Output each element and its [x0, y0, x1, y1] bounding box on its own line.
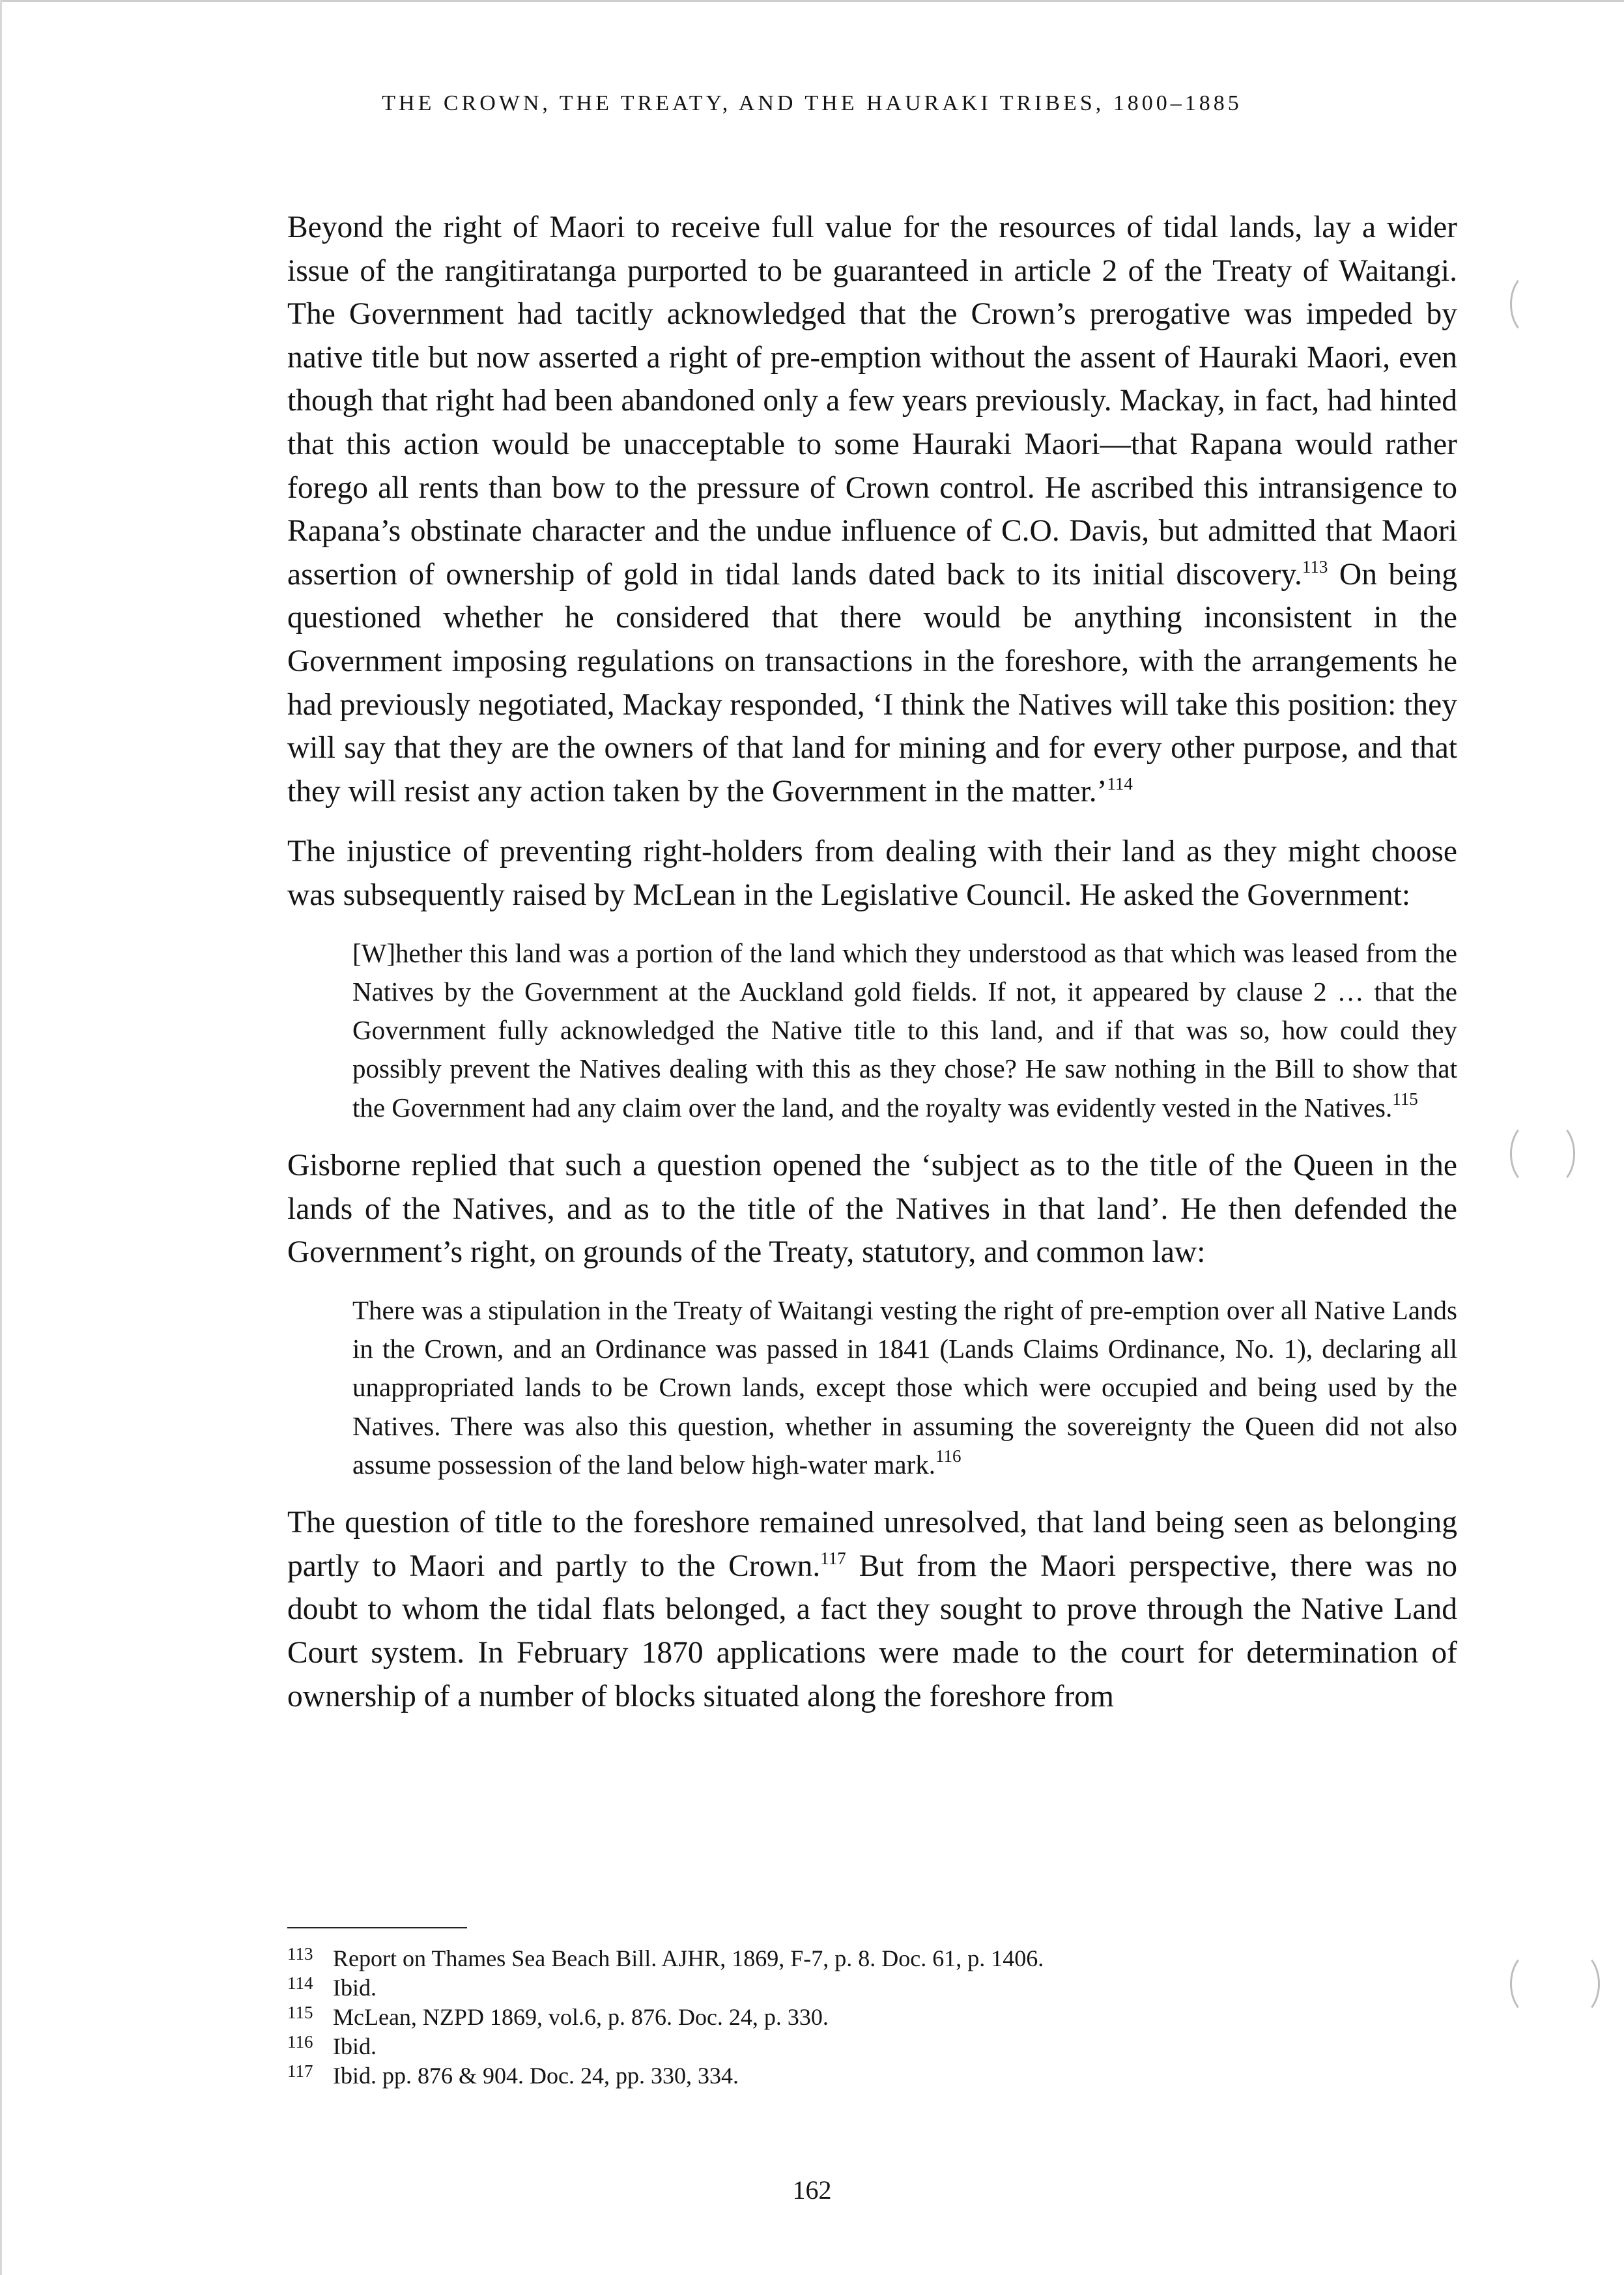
footnote: [287, 1941, 1457, 1971]
block-quote-2: [352, 1291, 1457, 1484]
paragraph-4: [287, 1501, 1457, 1718]
footnote-rule: [287, 1927, 467, 1928]
paragraph-1-text-a: Beyond the right of Maori to receive full value for the resources of tidal lands, lay a wider issue of the rangitiratanga purported to be guaranteed in article 2 of the Treaty of Waitangi. The Government had tacitly acknowledged that the Crown’s prerogative was impeded by native title but now asserted a right of pre-emption without the assent of Hauraki Maori, even though that right had been abandoned only a few years previously. Mackay, in fact, had hinted that this action would be unacceptable to some Hauraki Maori—that Rapana would rather forego all rents than bow to the pressure of Crown control. He ascribed this intransigence to Rapana’s obstinate character and the undue influence of C.O. Davis, but admitted that Maori assertion of ownership of gold in tidal lands dated back to its initial discovery.: [287, 210, 1457, 592]
footnote: [287, 1971, 1457, 2000]
footnote-text: McLean, NZPD 1869, vol.6, p. 876. Doc. 24, p. 330.: [333, 2004, 829, 2030]
binding-hole-mark: [1510, 272, 1553, 336]
footnote: [287, 2059, 1457, 2088]
footnote-ref-113: 113: [1302, 556, 1328, 577]
paragraph-4-text-a: The question of title to the foreshore remained unresolved, that land being seen as belonging partly to Maori and partly to the Crown.: [287, 1506, 1457, 1583]
footnote-ref-117: 117: [820, 1548, 846, 1568]
footnote: [287, 2029, 1457, 2059]
footnote-text: Ibid.: [333, 1975, 377, 2001]
paragraph-1: [287, 206, 1457, 813]
scan-edge-top: [0, 0, 1624, 2]
footnote-text: Ibid. pp. 876 & 904. Doc. 24, pp. 330, 334.: [333, 2063, 739, 2089]
footnote-number: 115: [287, 2003, 313, 2022]
paragraph-3: Gisborne replied that such a question opened the ‘subject as to the title of the Queen in the lands of the Natives, and as to the title of the Natives in that land’. He then defended the Government’s right, on grounds of the Treaty, statutory, and common law:: [287, 1148, 1457, 1270]
footnote-ref-115: 115: [1392, 1089, 1418, 1109]
footnotes: [287, 1941, 1457, 2088]
binding-hole-mark: [1510, 1952, 1553, 2016]
paragraph-1-text-b: On being questioned whether he considered that there would be anything inconsistent in the Government imposing regulations on transactions in the foreshore, with the arrangements he had previously negotiated, Mackay responded, ‘I think the Natives will take this position: they will say that they are the owners of that land for mining and for every other purpose, and that they will resist any action taken by the Government in the matter.’: [287, 557, 1457, 808]
paragraph-4-text-b: But from the Maori perspective, there was no doubt to whom the tidal flats belonged, a fact they sought to prove through the Native Land Court system. In February 1870 applications were made to the court for determination of ownership of a number of blocks situated along the foreshore from: [287, 1549, 1458, 1713]
running-head: THE CROWN, THE TREATY, AND THE HAURAKI TRIBES, 1800–1885: [382, 91, 1242, 115]
footnote-number: 117: [287, 2061, 313, 2081]
binding-hole-mark: [1557, 1952, 1600, 2016]
block-quote-1-text: [W]hether this land was a portion of the land which they understood as that which was leased from the Natives by the Government at the Auckland gold fields. If not, it appeared by clause 2 … that the Government fully acknowledged the Native title to this land, and if that was so, how could they possibly prevent the Natives dealing with this as they chose? He saw nothing in the Bill to show that the Government had any claim over the land, and the royalty was evidently vested in the Natives.: [352, 937, 1457, 1123]
scan-edge-left: [0, 0, 2, 2275]
footnote-ref-114: 114: [1107, 773, 1133, 794]
footnote-number: 114: [287, 1973, 313, 1993]
paragraph-2: The injustice of preventing right-holders from dealing with their land as they might choose was subsequently raised by McLean in the Legislative Council. He asked the Government:: [287, 835, 1457, 912]
footnote-text: Report on Thames Sea Beach Bill. AJHR, 1869, F-7, p. 8. Doc. 61, p. 1406.: [333, 1945, 1044, 1971]
footnote-text: Ibid.: [333, 2033, 377, 2059]
body-text: [287, 206, 1457, 1735]
page-number: 162: [792, 2175, 832, 2205]
block-quote-2-text: There was a stipulation in the Treaty of Waitangi vesting the right of pre-emption over all Native Lands in the Crown, and an Ordinance was passed in 1841 (Lands Claims Ordinance, No. 1), declaring all unappropriated lands to be Crown lands, except those which were occupied and being used by the Natives. There was also this question, whether in assuming the sovereignty the Queen did not also assume possession of the land below high-water mark.: [352, 1295, 1457, 1480]
footnote: [287, 2000, 1457, 2029]
footnote-number: 113: [287, 1944, 313, 1964]
binding-hole-mark: [1532, 1122, 1575, 1186]
footnote-ref-116: 116: [935, 1446, 962, 1466]
footnote-number: 116: [287, 2032, 313, 2052]
block-quote-1: [352, 934, 1457, 1127]
